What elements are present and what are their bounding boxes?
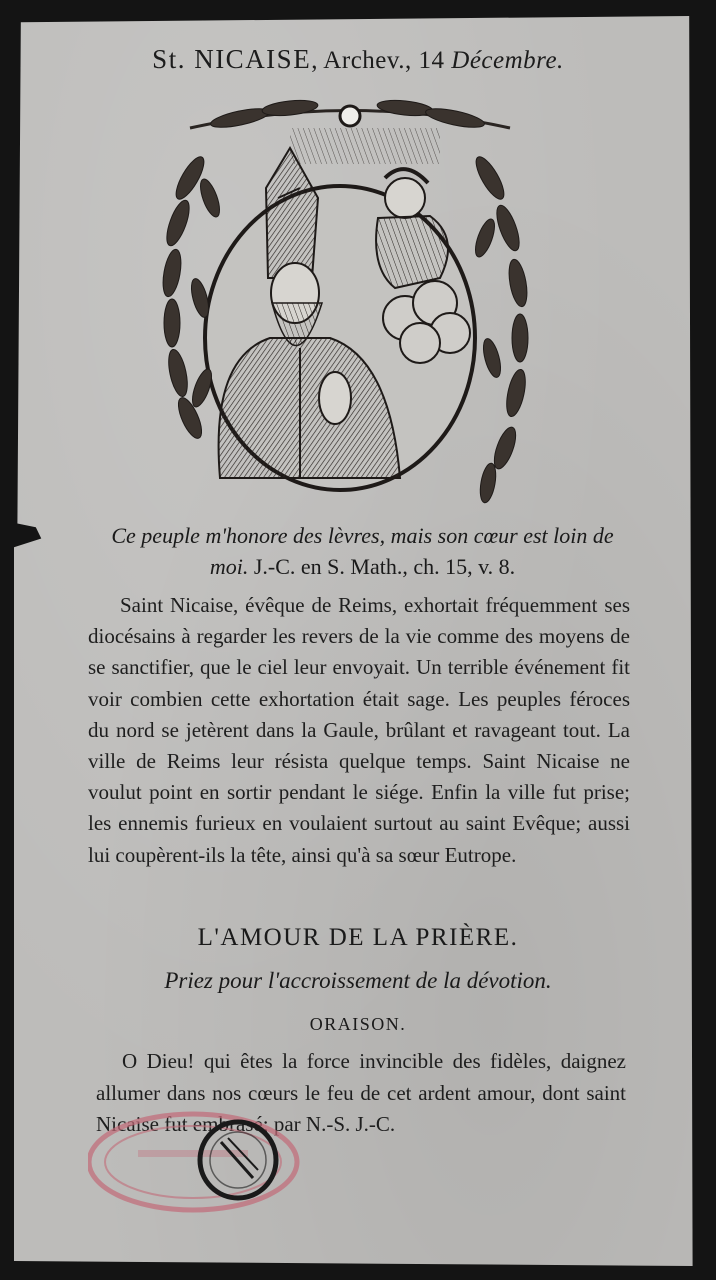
exhortation: Priez pour l'accroissement de la dévotion.	[164, 968, 552, 993]
epigraph	[90, 520, 635, 582]
title-rest: , Archev., 14	[311, 47, 452, 74]
epigraph-citation: J.-C. en S. Math., ch. 15, v. 8.	[248, 554, 516, 579]
prayer-paragraph: O Dieu! qui êtes la force invincible des fidèles, daignez allumer dans nos cœurs le feu de cet ardent amour, dont saint Nicaise fut embrasé; par N.-S. J.-C.	[96, 1049, 626, 1136]
section-heading: L'AMOUR DE LA PRIÈRE.	[197, 924, 519, 951]
narrative-paragraph: Saint Nicaise, évêque de Reims, exhortait fréquemment ses diocésains à regarder les revers de la vie comme des moyens de se sanctifier, que le ciel leur envoyait. Un terrible événement fit voir combien cette exhortation était sage. Les peuples féroces du nord se jetèrent dans la Gaule, brûlant et ravageant tout. La ville de Reims leur résista quelque temps. Saint Nicaise ne voulut point en sortir pendant le siége. Enfin la ville fut prise; les ennemis furieux en voulaient surtout au saint Evêque; aussi lui coupèrent-ils la tête, ainsi qu'à sa sœur Eutrope.	[88, 593, 630, 867]
saint-name: St. NICAISE	[152, 44, 312, 74]
library-stamp-icon	[88, 1100, 318, 1240]
page-title	[0, 44, 716, 75]
bishop-engraving-icon	[150, 88, 550, 508]
prayer-label: ORAISON.	[309, 1014, 407, 1034]
feast-date: Décembre.	[451, 47, 564, 74]
epigraph-quote: Ce peuple m'honore des lèvres, mais son cœur est loin de moi.	[111, 523, 614, 579]
